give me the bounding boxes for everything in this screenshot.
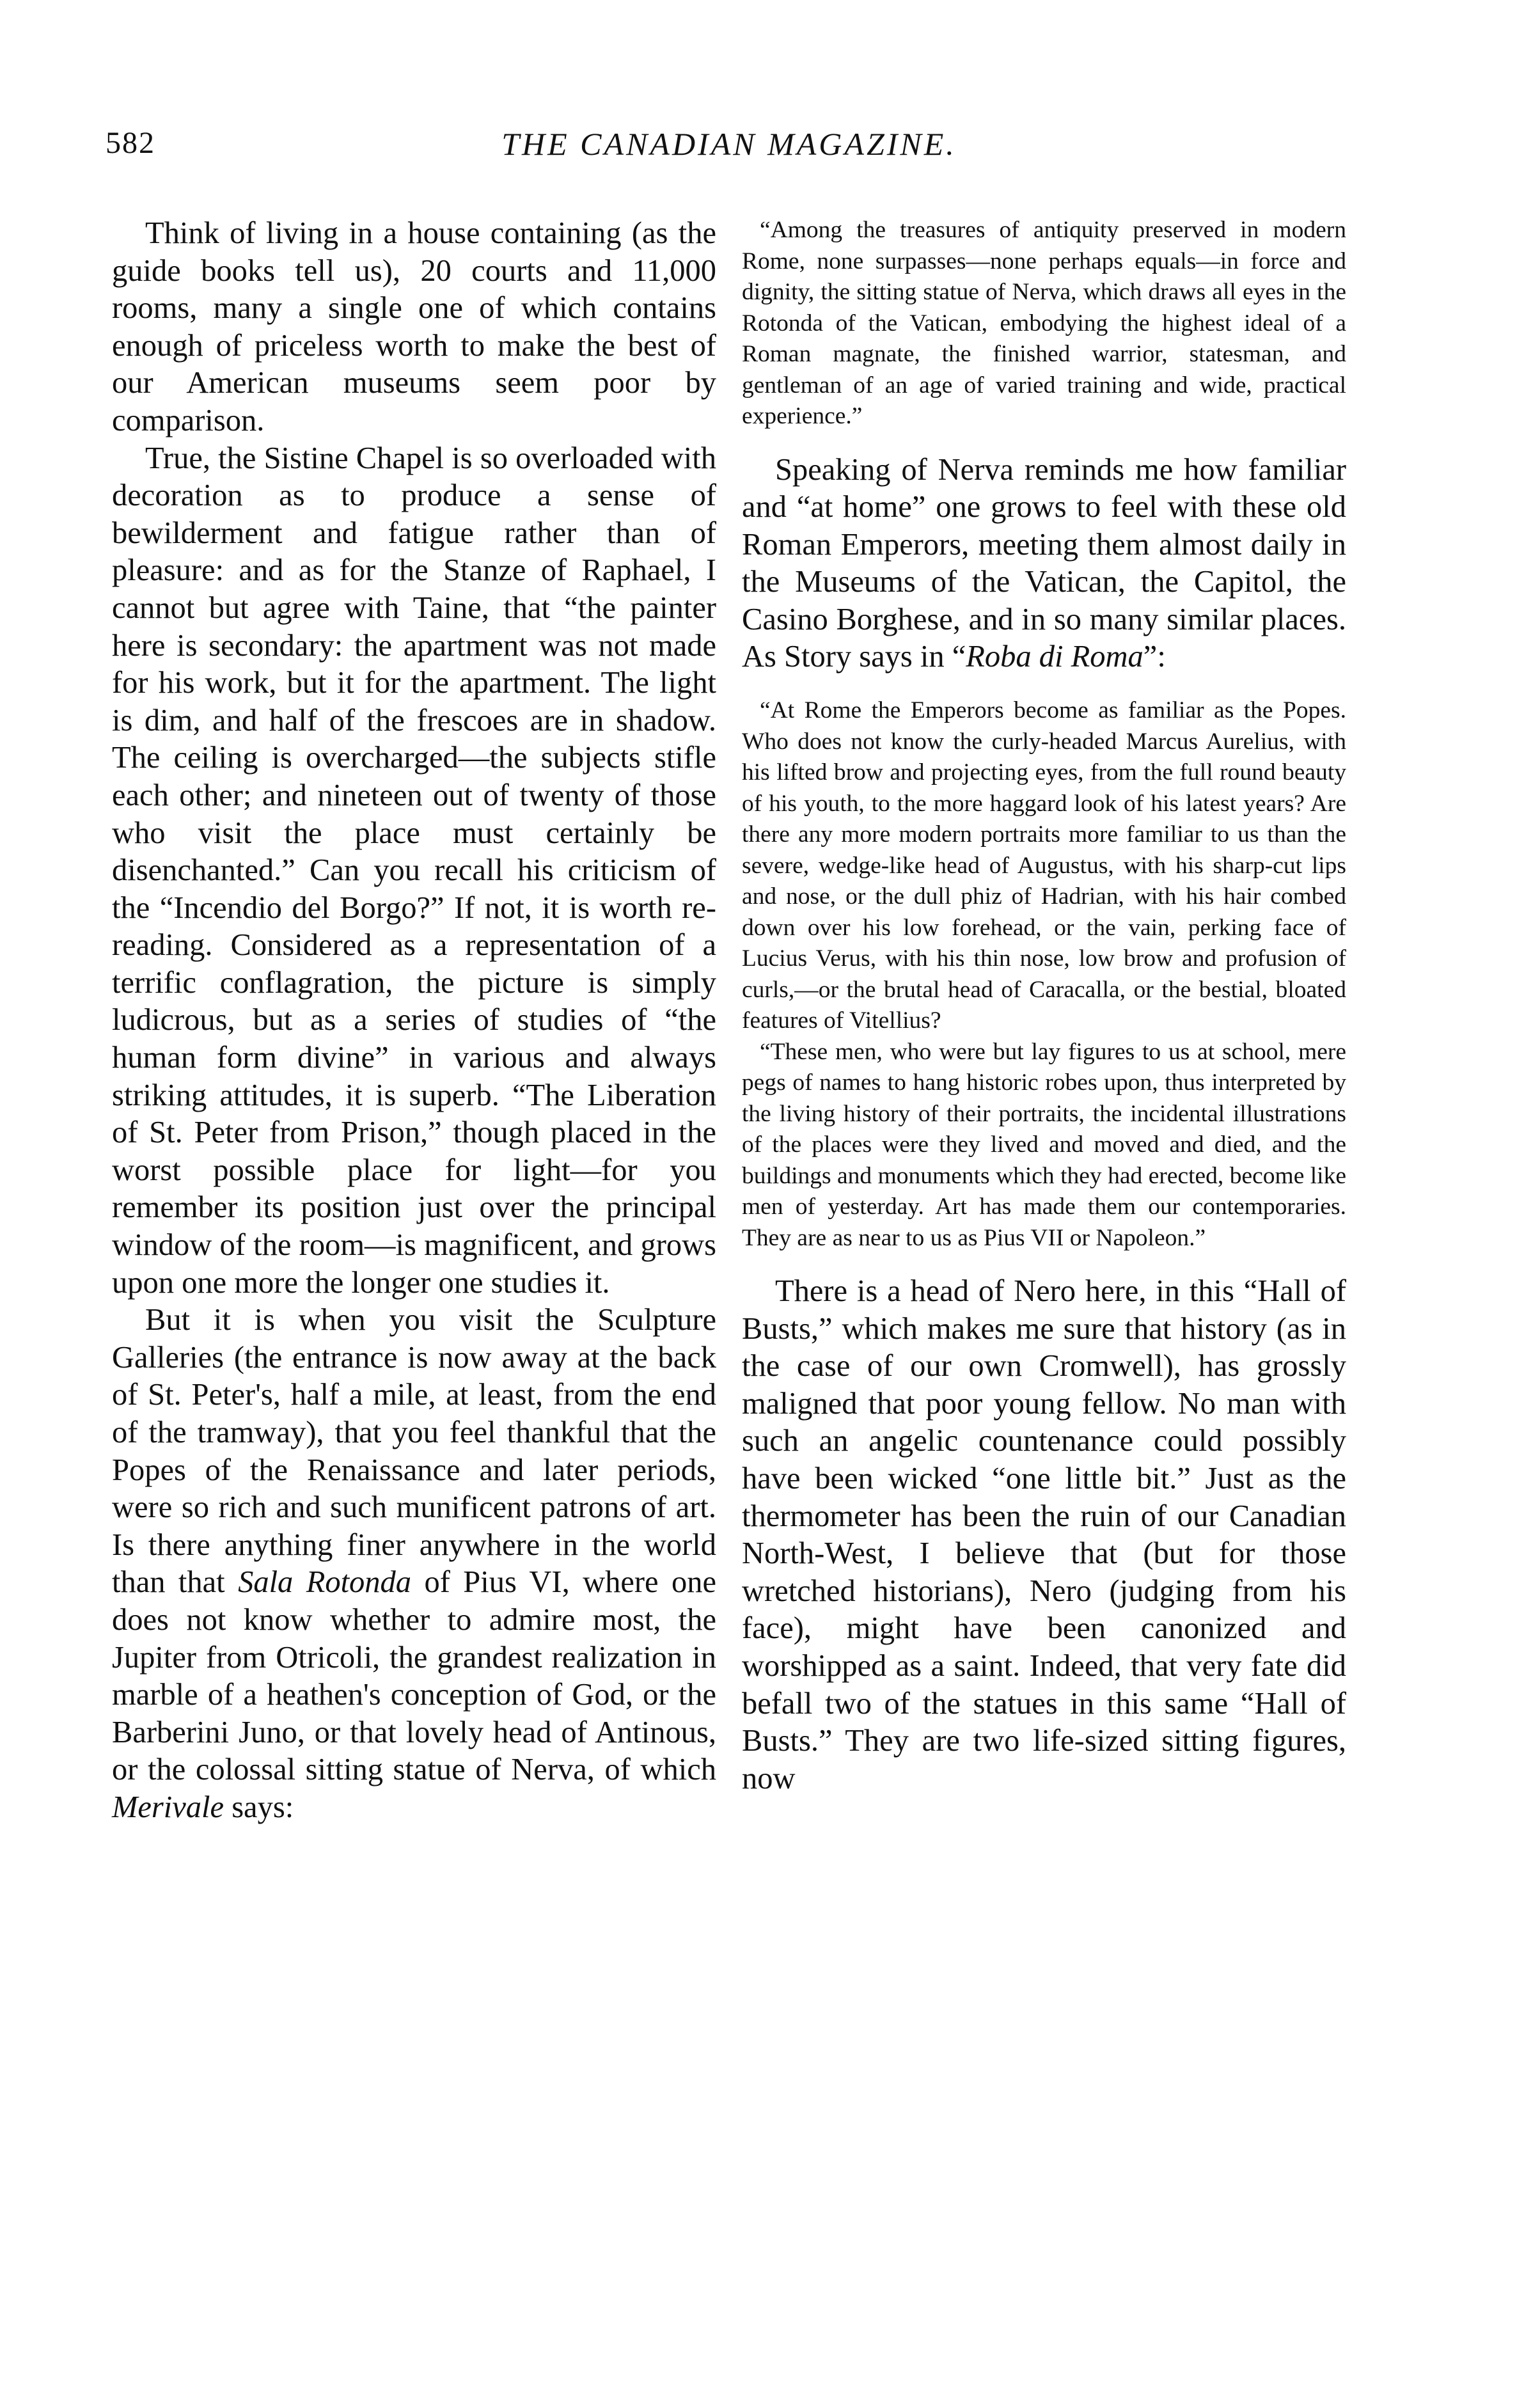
paragraph-1: Think of living in a house containing (as the guide books tell us), 20 courts and 11,000 rooms, many a single one of which contains enough of priceless worth to make the best of our American museums seem poor by comparison.: [112, 216, 716, 438]
page-number: 582: [106, 126, 155, 160]
paragraph-3: [112, 1302, 716, 1826]
paragraph-5: There is a head of Nero here, in this “Hall of Busts,” which makes me sure that history (as in the case of our own Cromwell), has grossly maligned that poor young fellow. No man with such an angelic countenance could possibly have been wicked “one little bit.” Just as the thermometer has been the ruin of our Canadian North-West, I believe that (but for those wretched historians), Nero (judging from his face), might have been canonized and worshipped as a saint. Indeed, that very fate did befall two of the statues in this same “Hall of Busts.” They are two life-sized sitting figures, now: [742, 1274, 1346, 1795]
paragraph-2: True, the Sistine Chapel is so overloaded with decoration as to produce a sense of bewilderment and fatigue rather than of pleasure: and as for the Stanze of Raphael, I cannot but agree with Taine, that “the painter here is secondary: the apartment was not made for his work, but it for the apartment. The light is dim, and half of the frescoes are in shadow. The ceiling is overcharged—the subjects stifle each other; and nineteen out of twenty of those who visit the place must certainly be disenchanted.” Can you recall his criticism of the “Incendio del Borgo?” If not, it is worth re-reading. Considered as a representation of a terrific conflagration, the picture is simply ludicrous, but as a series of studies of “the human form divine” in various and always striking attitudes, it is superb. “The Liberation of St. Peter from Prison,” though placed in the worst possible place for light—for you remember its position just over the principal window of the room—is magnificent, and grows upon one more the longer one studies it.: [112, 441, 716, 1300]
roba-di-roma-italic: Roba di Roma: [966, 640, 1143, 674]
merivale-italic: Merivale: [112, 1790, 224, 1824]
paragraph-3-text-c: of Pius VI, where one does not know whether to admire most, the Jupiter from Otricoli, the grandest realization in marble of a heathen's conception of God, or the Barberini Juno, or that lovely head of Antinous, or the colossal sitting statue of Nerva, of which: [112, 1565, 717, 1787]
paragraph-4: [742, 452, 1346, 677]
story-quote-2: “These men, who were but lay figures to us at school, mere pegs of names to hang historic robes upon, thus interpreted by the living history of their portraits, the incidental illustrations of the places were they lived and moved and died, and the buildings and monuments which they had erected, become like men of yesterday. Art has made them our contemporaries. They are as near to us as Pius VII or Napoleon.”: [742, 1038, 1346, 1251]
merivale-quote: “Among the treasures of antiquity preserved in modern Rome, none surpasses—none perhaps equals—in force and dignity, the sitting statue of Nerva, which draws all eyes in the Rotonda of the Vatican, embodying the highest ideal of a Roman magnate, the finished warrior, statesman, and gentleman of an age of varied training and wide, practical experience.”: [742, 217, 1346, 429]
page-header: [106, 125, 1353, 177]
sala-rotonda-italic: Sala Rotonda: [238, 1565, 412, 1600]
story-quote-1: “At Rome the Emperors become as familiar as the Popes. Who does not know the curly-headed Marcus Aurelius, with his lifted brow and projecting eyes, from the full round beauty of his youth, to the more haggard look of his latest years? Are there any more modern portraits more familiar to us than the severe, wedge-like head of Augustus, with his sharp-cut lips and nose, or the dull phiz of Hadrian, with his hair combed down over his low forehead, or the vain, perking face of Lucius Verus, with his thin nose, low brow and profusion of curls,—or the brutal head of Caracalla, or the bestial, bloated features of Vitellius?: [742, 697, 1346, 1034]
paragraph-4-text-c: ”:: [1143, 640, 1166, 674]
paragraph-4-text-a: Speaking of Nerva reminds me how familiar and “at home” one grows to feel with these old Roman Emperors, meeting them almost daily in the Museums of the Vatican, the Capitol, the Casino Borghese, and in so many similar places. As Story says in “: [742, 452, 1346, 674]
left-column: [112, 215, 716, 1827]
running-title: THE CANADIAN MAGAZINE.: [501, 126, 957, 162]
paragraph-3-text-a: But it is when you visit the Sculpture Galleries (the entrance is now away at the back of St. Peter's, half a mile, at least, from the end of the tramway), that you feel thankful that the Popes of the Renaissance and later periods, were so rich and such munificent patrons of art. Is there anything finer anywhere in the world than that: [112, 1303, 716, 1600]
spacer: [742, 432, 1346, 452]
spacer: [742, 676, 1346, 695]
paragraph-3-text-e: says:: [224, 1790, 294, 1824]
right-column: [742, 215, 1346, 1797]
spacer: [742, 1254, 1346, 1273]
